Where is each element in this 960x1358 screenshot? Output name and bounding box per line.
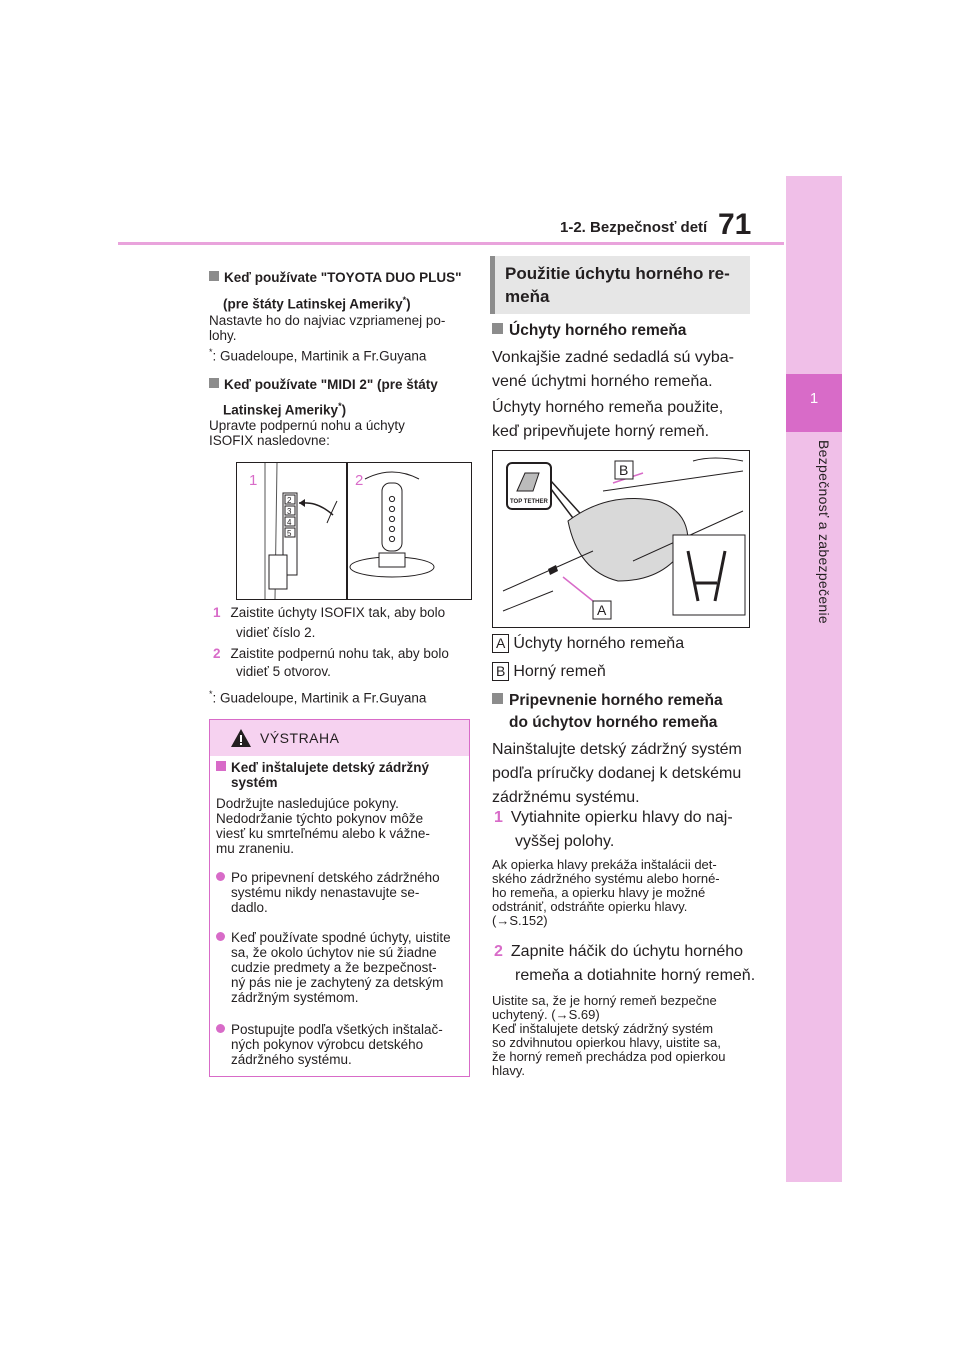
heading-duo-plus-line2: (pre štáty Latinskej Ameriky*) [223, 295, 411, 312]
step-2: 2 Zaistite podpernú nohu tak, aby bolo [213, 646, 449, 661]
header-divider [118, 242, 784, 245]
paragraph-duo-plus: Nastavte ho do najviac vzpriamenej po- lohy. [209, 313, 446, 343]
step-1-line2: vidieť číslo 2. [236, 625, 316, 640]
figure-digit-3: 3 [287, 507, 292, 516]
footnote-2: *: Guadeloupe, Martinik a Fr.Guyana [209, 689, 427, 706]
step-1: 1 Zaistite úchyty ISOFIX tak, aby bolo [213, 605, 446, 620]
note-headrest: Ak opierka hlavy prekáža inštalácii det- ského zádržného systému alebo horné- ho remeňa, a opierku hlavy je možné odstrániť, odstráňte opierku hlavy. (→S.152) [492, 857, 720, 928]
figure-label-a: A [597, 602, 607, 618]
warning-title: VÝSTRAHA [260, 730, 340, 746]
paragraph-tether-1: Vonkajšie zadné sedadlá sú vyba- vené úchytmi horného remeňa. [492, 349, 734, 390]
figure-label-2: 2 [355, 472, 364, 489]
top-tether-illustration [493, 451, 749, 627]
heading-tether-anchors: Úchyty horného remeňa [492, 320, 686, 342]
heading-attach-tether: Pripevnenie horného remeňa do úchytov horného remeňa [492, 690, 723, 734]
isofix-illustration [237, 463, 471, 599]
paragraph-tether-2: Úchyty horného remeňa použite, keď pripevňujete horný remeň. [492, 399, 724, 440]
section-heading-box [490, 256, 750, 314]
heading-midi-2: Keď používate "MIDI 2" (pre štáty [209, 375, 438, 395]
warning-box [209, 719, 470, 1077]
figure-digit-4: 4 [287, 518, 292, 527]
footnote-1: *: Guadeloupe, Martinik a Fr.Guyana [209, 347, 427, 364]
bullet-dot-icon [216, 932, 225, 941]
bullet-dot-icon [216, 872, 225, 881]
warning-header [210, 720, 469, 756]
paragraph-midi-2: Upravte podpernú nohu a úchyty ISOFIX nasledovne: [209, 418, 405, 448]
page-reference-link[interactable]: (→S.152) [492, 913, 548, 928]
warning-heading: Keď inštalujete detský zádržný systém [216, 760, 429, 790]
square-bullet-icon [492, 693, 503, 704]
warning-bullet-2: Keď používate spodné úchyty, uistite sa, že okolo úchytov nie sú žiadne cudzie predmety a že bezpečnost- ný pás nie je zachytený za detským zádržným systémom. [216, 930, 451, 1005]
right-step-1: 1 Vytiahnite opierku hlavy do naj- vyššej polohy. [494, 809, 733, 850]
paragraph-install: Nainštalujte detský zádržný systém podľa príručky dodanej k detskému zádržnému systému. [492, 741, 742, 806]
warning-bullet-1: Po pripevnení detského zádržného systému nikdy nenastavujte se- dadlo. [216, 870, 440, 915]
figure-digit-5: 5 [287, 529, 292, 538]
legend-a: A Úchyty horného remeňa [492, 632, 684, 656]
right-step-2: 2 Zapnite háčik do úchytu horného remeňa a dotiahnite horný remeň. [494, 943, 756, 984]
step-2-line2: vidieť 5 otvorov. [236, 664, 331, 679]
heading-duo-plus: Keď používate "TOYOTA DUO PLUS" [209, 268, 462, 288]
page-number: 71 [718, 208, 752, 241]
note-tether-secure: Uistite sa, že je horný remeň bezpečne uchytený. (→S.69) Keď inštalujete detský zádržný systém so zdvihnutou opierkou hlavy, uistite sa, že horný remeň prechádza pod opierkou hlavy. [492, 993, 726, 1078]
chapter-side-tab [786, 176, 842, 1182]
heading-midi-2-line2: Latinskej Ameriky*) [223, 401, 347, 418]
square-bullet-icon [492, 323, 503, 334]
top-tether-icon-text: TOP TETHER [510, 499, 548, 505]
section-title: 1-2. Bezpečnosť detí [560, 219, 708, 236]
chapter-number: 1 [809, 390, 819, 407]
chapter-label: Bezpečnosť a zabezpečenie [816, 440, 832, 624]
warning-paragraph: Dodržujte nasledujúce pokyny. Nedodržanie týchto pokynov môže viesť ku smrteľnému alebo k vážne- mu zraneniu. [216, 796, 430, 856]
warning-triangle-icon [230, 728, 252, 748]
square-bullet-icon [209, 378, 219, 388]
section-heading: Použitie úchytu horného re- meňa [505, 264, 730, 306]
figure-label-1: 1 [249, 472, 258, 489]
square-bullet-icon [216, 761, 226, 771]
warning-bullet-3: Postupujte podľa všetkých inštalač- ných pokynov výrobcu detského zádržného systému. [216, 1022, 443, 1067]
figure-label-b: B [619, 462, 629, 478]
square-bullet-icon [209, 271, 219, 281]
figure-digit-2: 2 [287, 496, 292, 505]
legend-b: B Horný remeň [492, 660, 606, 684]
isofix-figure [236, 462, 472, 600]
top-tether-figure [492, 450, 750, 628]
bullet-dot-icon [216, 1024, 225, 1033]
